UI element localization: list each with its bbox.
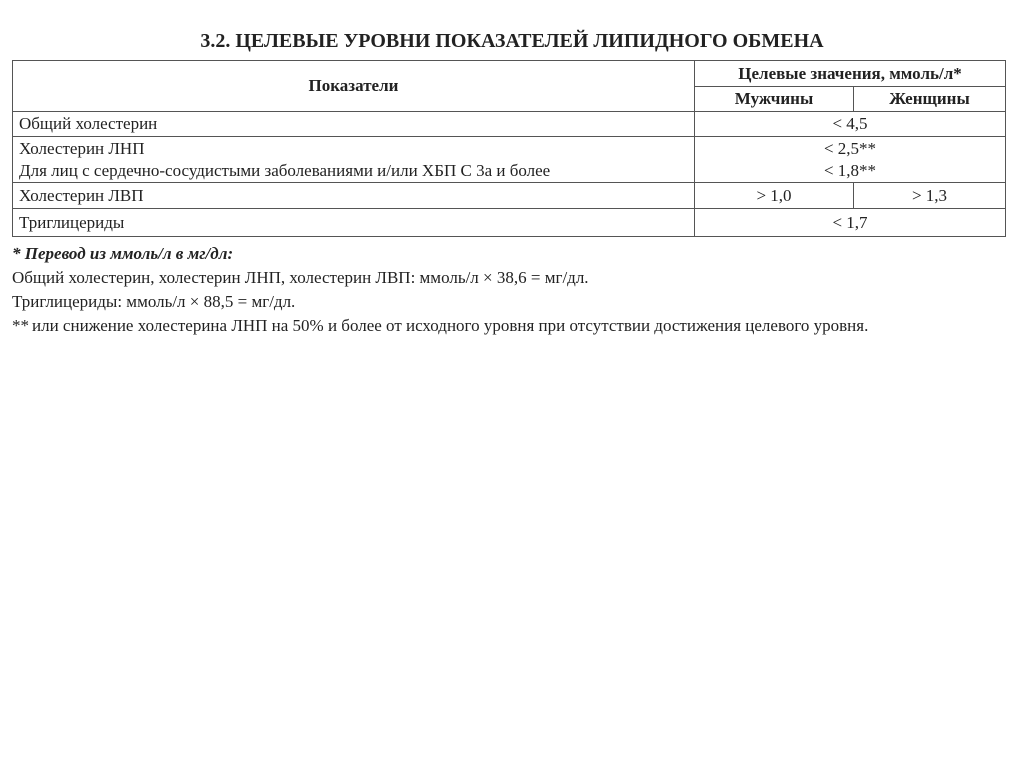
- header-target-values: Целевые значения, ммоль/л*: [695, 61, 1006, 87]
- page-title: 3.2. ЦЕЛЕВЫЕ УРОВНИ ПОКАЗАТЕЛЕЙ ЛИПИДНОГО ОБМЕНА: [200, 30, 824, 52]
- row-value-line: < 2,5**: [823, 138, 877, 158]
- row-value: < 4,5: [695, 112, 1006, 137]
- row-value: [695, 137, 1006, 183]
- table-row: [13, 137, 1006, 183]
- footnote-line: Общий холестерин, холестерин ЛНП, холестерин ЛВП: ммоль/л × 38,6 = мг/дл.: [12, 268, 589, 287]
- table-row: [13, 112, 1006, 137]
- table-row: [13, 209, 1006, 237]
- row-label-line: Холестерин ЛНП: [19, 138, 145, 158]
- row-label-line: Для лиц с сердечно-сосудистыми заболеваниями и/или ХБП С 3а и более: [19, 160, 551, 180]
- row-value-women: > 1,3: [854, 183, 1006, 209]
- row-label: Холестерин ЛВП: [13, 183, 695, 209]
- row-label: [13, 137, 695, 183]
- row-label: Общий холестерин: [13, 112, 695, 137]
- footnote-line: Триглицериды: ммоль/л × 88,5 = мг/дл.: [12, 292, 296, 311]
- row-value: < 1,7: [695, 209, 1006, 237]
- header-women: Женщины: [854, 87, 1006, 112]
- footnote-2: [12, 314, 1016, 338]
- lipid-targets-table: [12, 60, 1006, 237]
- footnote-text: или снижение холестерина ЛНП на 50% и более от исходного уровня при отсутствии достижения целевого уровня.: [32, 316, 869, 335]
- footnotes: [12, 242, 1016, 338]
- row-label: Триглицериды: [13, 209, 695, 237]
- header-indicators: Показатели: [13, 61, 695, 112]
- row-value-line: < 1,8**: [823, 160, 877, 180]
- row-value-men: > 1,0: [695, 183, 854, 209]
- footnote-title: * Перевод из ммоль/л в мг/дл:: [12, 244, 234, 263]
- table-row: [13, 183, 1006, 209]
- footnote-mark: **: [12, 316, 29, 335]
- header-men: Мужчины: [695, 87, 854, 112]
